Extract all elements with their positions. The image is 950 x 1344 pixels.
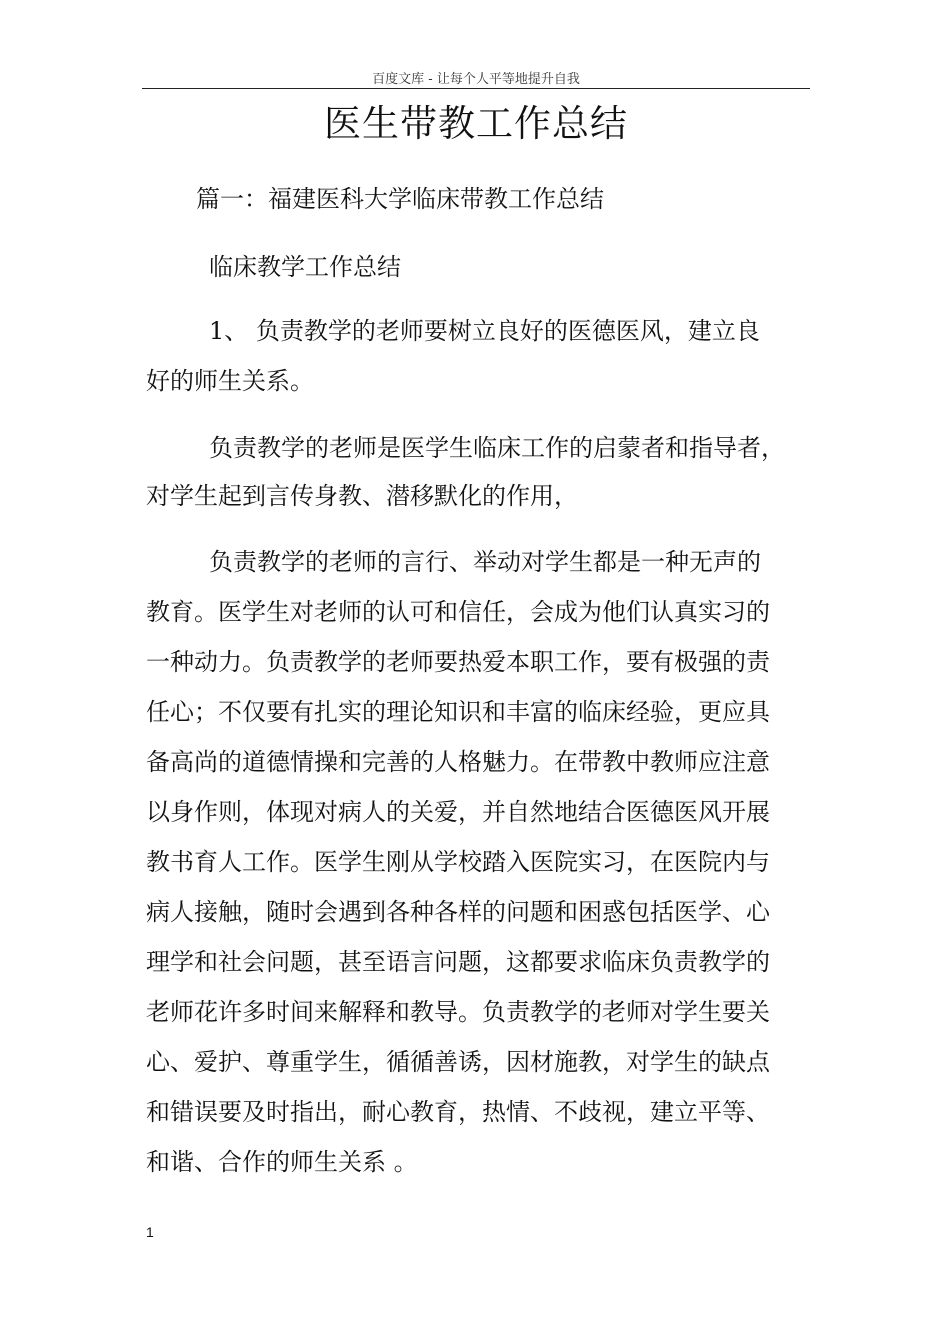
- paragraph-1-line-1: 负责教学的老师是医学生临床工作的启蒙者和指导者，: [209, 434, 785, 462]
- paragraph-2-line-3: 一种动力。负责教学的老师要热爱本职工作，要有极强的责: [146, 648, 770, 676]
- paragraph-2-line-1: 负责教学的老师的言行、举动对学生都是一种无声的: [209, 548, 761, 576]
- paragraph-2-line-4: 任心；不仅要有扎实的理论知识和丰富的临床经验，更应具: [146, 698, 770, 726]
- paragraph-2-line-11: 心、爱护、尊重学生，循循善诱，因材施教，对学生的缺点: [146, 1048, 770, 1076]
- header-divider: [142, 88, 810, 89]
- section-heading: 临床教学工作总结: [209, 253, 401, 281]
- page-header: 百度文库 - 让每个人平等地提升自我: [372, 72, 580, 87]
- point-1-line-1: 1、 负责教学的老师要树立良好的医德医风，建立良: [209, 317, 760, 345]
- paragraph-2-line-9: 理学和社会问题，甚至语言问题，这都要求临床负责教学的: [146, 948, 770, 976]
- page-number: 1: [146, 1224, 154, 1240]
- document-subtitle: 篇一：福建医科大学临床带教工作总结: [196, 185, 604, 213]
- point-1-line-2: 好的师生关系。: [146, 367, 314, 395]
- paragraph-2-line-13: 和谐、合作的师生关系 。: [146, 1148, 418, 1176]
- paragraph-2-line-7: 教书育人工作。医学生刚从学校踏入医院实习，在医院内与: [146, 848, 770, 876]
- paragraph-2-line-2: 教育。医学生对老师的认可和信任，会成为他们认真实习的: [146, 598, 770, 626]
- document-title: 医生带教工作总结: [324, 102, 628, 145]
- paragraph-2-line-8: 病人接触，随时会遇到各种各样的问题和困惑包括医学、心: [146, 898, 770, 926]
- paragraph-2-line-6: 以身作则，体现对病人的关爱，并自然地结合医德医风开展: [146, 798, 770, 826]
- paragraph-2-line-10: 老师花许多时间来解释和教导。负责教学的老师对学生要关: [146, 998, 770, 1026]
- paragraph-2-line-5: 备高尚的道德情操和完善的人格魅力。在带教中教师应注意: [146, 748, 770, 776]
- paragraph-1-line-2: 对学生起到言传身教、潜移默化的作用，: [146, 482, 578, 510]
- paragraph-2-line-12: 和错误要及时指出，耐心教育，热情、不歧视，建立平等、: [146, 1098, 770, 1126]
